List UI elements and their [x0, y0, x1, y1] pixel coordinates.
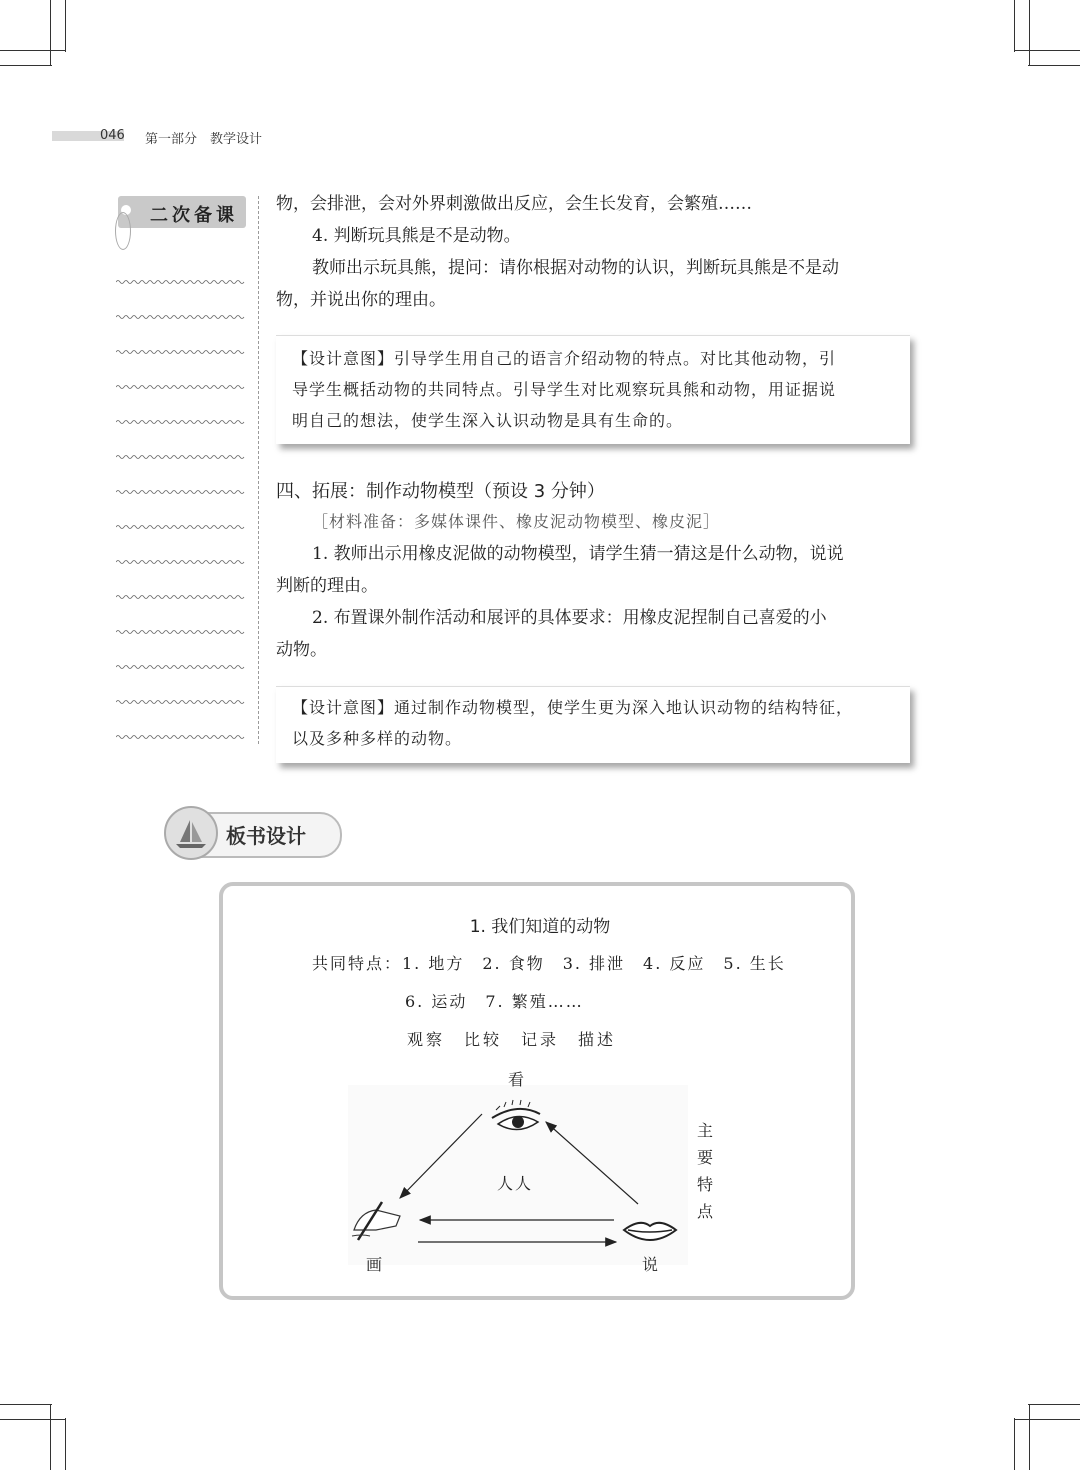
- note-line: [116, 314, 246, 320]
- paragraph: 1. 教师出示用橡皮泥做的动物模型，请学生猜一猜这是什么动物，说说: [312, 544, 844, 564]
- note-line: [116, 489, 246, 495]
- note-line-text: 导学生概括动物的共同特点。引导学生对比观察玩具熊和动物，用证据说: [292, 380, 837, 399]
- paragraph: 4. 判断玩具熊是不是动物。: [312, 226, 521, 246]
- diagram-label-main-features: 主要特点: [697, 1121, 714, 1221]
- hand-drawing-icon: [352, 1202, 400, 1240]
- board-title: 1. 我们知道的动物: [469, 917, 611, 937]
- sail-icon: [166, 808, 216, 858]
- note-line-text: 明自己的想法，使学生深入认识动物是具有生命的。: [292, 411, 684, 430]
- section-heading: 四、拓展：制作动物模型（预设 3 分钟）: [276, 481, 605, 502]
- margin-divider: [258, 196, 259, 744]
- note-line-text: 以及多种多样的动物。: [292, 729, 463, 748]
- lips-icon: [624, 1223, 676, 1240]
- diagram-label-draw: 画: [366, 1255, 383, 1274]
- diagram-label-see: 看: [508, 1070, 525, 1089]
- note-line: [116, 524, 246, 530]
- design-intent-note: [276, 686, 910, 763]
- note-line-text: 【设计意图】通过制作动物模型，使学生更为深入地认识动物的结构特征，: [292, 698, 854, 717]
- note-line: [116, 559, 246, 565]
- note-line: [116, 594, 246, 600]
- paragraph: 物，并说出你的理由。: [276, 290, 446, 310]
- diagram-label-center: 人人: [497, 1174, 534, 1193]
- board-design-title: 板书设计: [226, 824, 306, 848]
- note-line: [116, 349, 246, 355]
- diagram-label-say: 说: [642, 1255, 659, 1274]
- crop-mark: [0, 65, 52, 66]
- board-methods-line: 观察 比较 记录 描述: [407, 1030, 617, 1049]
- design-intent-note: [276, 335, 910, 444]
- board-design-icon: [164, 806, 218, 860]
- crop-mark: [65, 1418, 66, 1470]
- note-line: [116, 384, 246, 390]
- paragraph: 2. 布置课外制作活动和展评的具体要求：用橡皮泥捏制自己喜爱的小: [312, 608, 827, 628]
- materials-note: ［材料准备：多媒体课件、橡皮泥动物模型、橡皮泥］: [312, 512, 721, 531]
- observation-triangle-diagram: [340, 1080, 690, 1260]
- crop-mark: [0, 1404, 52, 1405]
- note-line: [116, 664, 246, 670]
- crop-mark: [0, 1419, 65, 1420]
- crop-mark: [50, 1404, 51, 1470]
- note-line: [116, 734, 246, 740]
- note-line: [116, 699, 246, 705]
- crop-mark: [65, 0, 66, 52]
- page-number: 046: [100, 128, 125, 143]
- paragraph: 动物。: [276, 640, 327, 660]
- note-line: [116, 629, 246, 635]
- note-line: [116, 419, 246, 425]
- crop-mark: [1014, 1419, 1080, 1420]
- crop-mark: [1028, 65, 1080, 66]
- board-features-line: 6. 运动 7. 繁殖……: [405, 992, 584, 1011]
- note-line: [116, 279, 246, 285]
- second-prep-label: 二次备课: [150, 205, 238, 226]
- note-line-text: 【设计意图】引导学生用自己的语言介绍动物的特点。对比其他动物，引: [292, 349, 837, 368]
- tag-string: [115, 212, 131, 250]
- crop-mark: [1029, 1404, 1030, 1470]
- crop-mark: [1014, 1418, 1015, 1470]
- note-line: [116, 454, 246, 460]
- paragraph: 教师出示玩具熊，提问：请你根据对动物的认识，判断玩具熊是不是动: [312, 258, 839, 278]
- crop-mark: [1014, 50, 1080, 51]
- crop-mark: [1029, 0, 1030, 65]
- crop-mark: [1028, 1404, 1080, 1405]
- crop-mark: [1014, 0, 1015, 52]
- paragraph: 判断的理由。: [276, 576, 378, 596]
- crop-mark: [50, 0, 51, 65]
- paragraph: 物，会排泄，会对外界刺激做出反应，会生长发育，会繁殖……: [276, 194, 752, 214]
- board-features-line: 共同特点：1. 地方 2. 食物 3. 排泄 4. 反应 5. 生长: [312, 954, 786, 973]
- crop-mark: [0, 50, 65, 51]
- header-section-title: 第一部分 教学设计: [145, 132, 263, 147]
- eye-icon: [492, 1100, 540, 1130]
